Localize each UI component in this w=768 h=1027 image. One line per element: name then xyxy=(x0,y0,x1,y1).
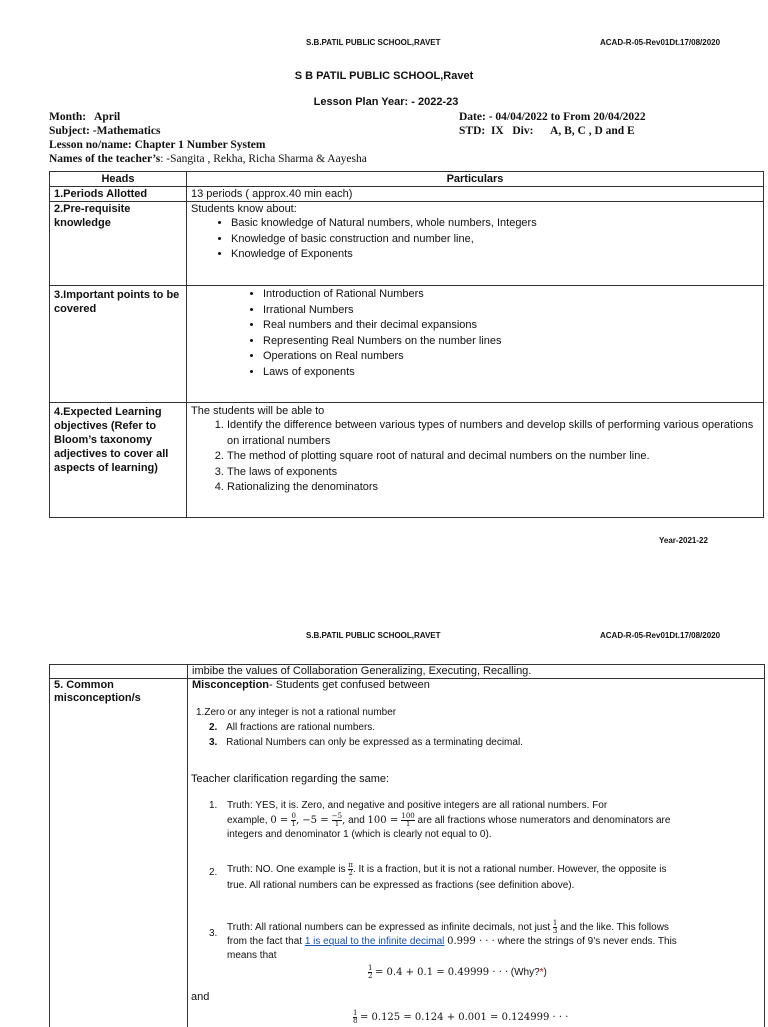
prereq-cell xyxy=(187,202,764,286)
why-close: ) xyxy=(543,966,547,978)
clarification-intro: Teacher clarification regarding the same: xyxy=(191,773,390,785)
truth-1-line-a: Truth: YES, it is. Zero, and negative and positive integers are all rational numbers. For xyxy=(227,800,608,811)
truth-2-line-c: true. All rational numbers can be expressed as fractions (see definition above). xyxy=(227,880,575,892)
points-list xyxy=(191,287,759,380)
list-number: 3. xyxy=(209,737,218,748)
formula-hundred: 100 = $\frac{100}{1}$ xyxy=(367,812,415,828)
why-note xyxy=(511,967,547,978)
truth-1 xyxy=(227,799,727,842)
misconception-head: 5. Common misconception/s xyxy=(54,679,141,704)
list-text: Rational Numbers can only be expressed as a terminating decimal. xyxy=(226,737,523,748)
subject: Subject: -Mathematics xyxy=(49,125,161,137)
teachers-names: : -Sangita , Rekha, Richa Sharma & Aayesha xyxy=(160,153,367,165)
truth-1-line-e: integers and denominator 1 (which is clearly not equal to 0). xyxy=(227,829,492,840)
truth-3-number: 3. xyxy=(209,928,218,939)
truth-1-rest: are all fractions whose numerators and denominators are xyxy=(417,815,671,826)
outcomes-list xyxy=(191,418,759,496)
table-row xyxy=(50,187,764,202)
lesson-plan-year: Lesson Plan Year: - 2022-23 xyxy=(313,96,459,108)
lesson-name: Lesson no/name: Chapter 1 Number System xyxy=(49,139,266,151)
points-head: 3.Important points to be covered xyxy=(50,286,187,403)
list-item: 1. Identify the difference between various types of numbers and develop skills of performing various operations on irrational numbers xyxy=(227,418,759,449)
lesson-plan-table xyxy=(49,171,764,518)
list-number: 2. xyxy=(209,722,218,733)
truth-1-and: and xyxy=(348,815,365,826)
footer-year: Year-2021-22 xyxy=(659,536,708,545)
truth-3-text: Truth: All rational numbers can be expressed as infinite decimals, not just xyxy=(227,922,551,934)
truth-3-fact: from the fact that xyxy=(227,936,303,948)
list-item: 3. The laws of exponents xyxy=(227,465,759,481)
outcomes-head: 4.Expected Learning objectives (Refer to Bloom’s taxonomy adjectives to cover all aspects of learning) xyxy=(50,403,187,518)
prereq-head: 2.Pre-requisite knowledge xyxy=(50,202,187,286)
std-division: STD: IX Div: A, B, C , D and E xyxy=(459,125,635,137)
truth-3-follow: and the like. This follows xyxy=(560,922,669,934)
truth-1-line-b xyxy=(227,813,727,828)
misconception-intro xyxy=(192,679,430,692)
periods-value: 13 periods ( approx.40 min each) xyxy=(187,187,764,202)
outcomes-cell xyxy=(187,403,764,518)
list-item: • Real numbers and their decimal expansions xyxy=(263,318,759,334)
misconception-label: Misconception xyxy=(192,679,270,691)
header-document-code: ACAD-R-05-Rev01Dt.17/08/2020 xyxy=(600,631,721,640)
and-text: and xyxy=(191,991,210,1003)
month: Month: April xyxy=(49,111,121,123)
formula-pi-over-2: $\frac{\pi}{2}$ xyxy=(348,861,353,877)
formula-one-third: $\frac{1}{3}$ xyxy=(552,919,558,935)
equation-eighth-rhs: = 0.125 = 0.124 + 0.001 = 0.124999 · · · xyxy=(359,1011,569,1023)
infinite-decimal-link[interactable]: 1 is equal to the infinite decimal xyxy=(304,936,445,948)
truth-3-line-a xyxy=(227,920,737,935)
truth-2-number: 2. xyxy=(209,867,218,878)
list-item: • Representing Real Numbers on the number lines xyxy=(263,334,759,350)
list-item: 4. Rationalizing the denominators xyxy=(227,480,759,496)
heads-column-header: Heads xyxy=(50,172,187,187)
outcomes-intro: The students will be able to xyxy=(191,405,325,417)
equation-half xyxy=(368,965,547,980)
list-item: • Laws of exponents xyxy=(263,365,759,381)
truth-2 xyxy=(227,862,727,894)
prereq-list xyxy=(191,216,759,263)
list-item: • Basic knowledge of Natural numbers, whole numbers, Integers xyxy=(231,216,759,232)
teachers-line xyxy=(49,152,367,166)
list-item: • Introduction of Rational Numbers xyxy=(263,287,759,303)
truth-3-line-c xyxy=(227,935,737,949)
list-item: 1.Zero or any integer is not a rational number xyxy=(196,707,397,718)
truth-2-text: Truth: NO. One example is xyxy=(227,864,346,876)
list-item: • Operations on Real numbers xyxy=(263,349,759,365)
truth-1-example: example, xyxy=(227,815,268,826)
list-item: 2. The method of plotting square root of natural and decimal numbers on the number line. xyxy=(227,449,759,465)
list-text: All fractions are rational numbers. xyxy=(226,722,376,733)
periods-head: 1.Periods Allotted xyxy=(50,187,187,202)
list-item xyxy=(196,735,523,750)
formula-one-eighth: $\frac{1}{8}$ xyxy=(353,1009,358,1025)
formula-one-half: $\frac{1}{2}$ xyxy=(368,964,373,980)
truth-3-line-f: means that xyxy=(227,950,277,962)
why-mark: * xyxy=(539,966,544,978)
list-item: • Knowledge of Exponents xyxy=(231,247,759,263)
list-item: • Knowledge of basic construction and number line, xyxy=(231,232,759,248)
prereq-intro: Students know about: xyxy=(191,203,297,215)
truth-2-rest: . It is a fraction, but it is not a rational number. However, the opposite is xyxy=(352,864,667,876)
equation-eighth xyxy=(353,1010,568,1025)
header-school-name: S.B.PATIL PUBLIC SCHOOL,RAVET xyxy=(306,38,441,47)
misconception-text: - Students get confused between xyxy=(269,679,430,691)
points-cell xyxy=(187,286,764,403)
lesson-meta-left xyxy=(49,110,367,166)
column-divider xyxy=(187,665,188,1027)
table-header-row xyxy=(50,172,764,187)
table-row xyxy=(50,403,764,518)
date-range: Date: - 04/04/2022 to From 20/04/2022 xyxy=(459,111,646,123)
table-row xyxy=(50,202,764,286)
particulars-column-header: Particulars xyxy=(187,172,764,187)
list-item: • Irrational Numbers xyxy=(263,303,759,319)
header-document-code: ACAD-R-05-Rev01Dt.17/08/2020 xyxy=(600,38,721,47)
formula-point-nine: 0.999 · · · xyxy=(447,936,495,948)
misconception-list xyxy=(196,705,523,750)
teachers-label: Names of the teacher’s xyxy=(49,153,161,165)
lesson-meta-right xyxy=(459,110,646,138)
truth-2-line-a xyxy=(227,862,727,878)
document-title: S B PATIL PUBLIC SCHOOL,Ravet xyxy=(294,70,474,82)
truth-3-strings: where the strings of 9’s never ends. This xyxy=(497,936,677,948)
header-school-name: S.B.PATIL PUBLIC SCHOOL,RAVET xyxy=(306,631,441,640)
continued-line: imbibe the values of Collaboration Generalizing, Executing, Recalling. xyxy=(192,665,532,677)
why-text: (Why? xyxy=(510,966,540,978)
table-row xyxy=(50,286,764,403)
list-item xyxy=(196,720,523,735)
truth-3 xyxy=(227,920,737,963)
formula-zero: 0 = $\frac{0}{1}$ , −5 = $\frac{-5}{1}$ , xyxy=(270,812,346,828)
equation-half-rhs: = 0.4 + 0.1 = 0.49999 · · · xyxy=(374,966,509,978)
truth-1-number: 1. xyxy=(209,800,218,811)
